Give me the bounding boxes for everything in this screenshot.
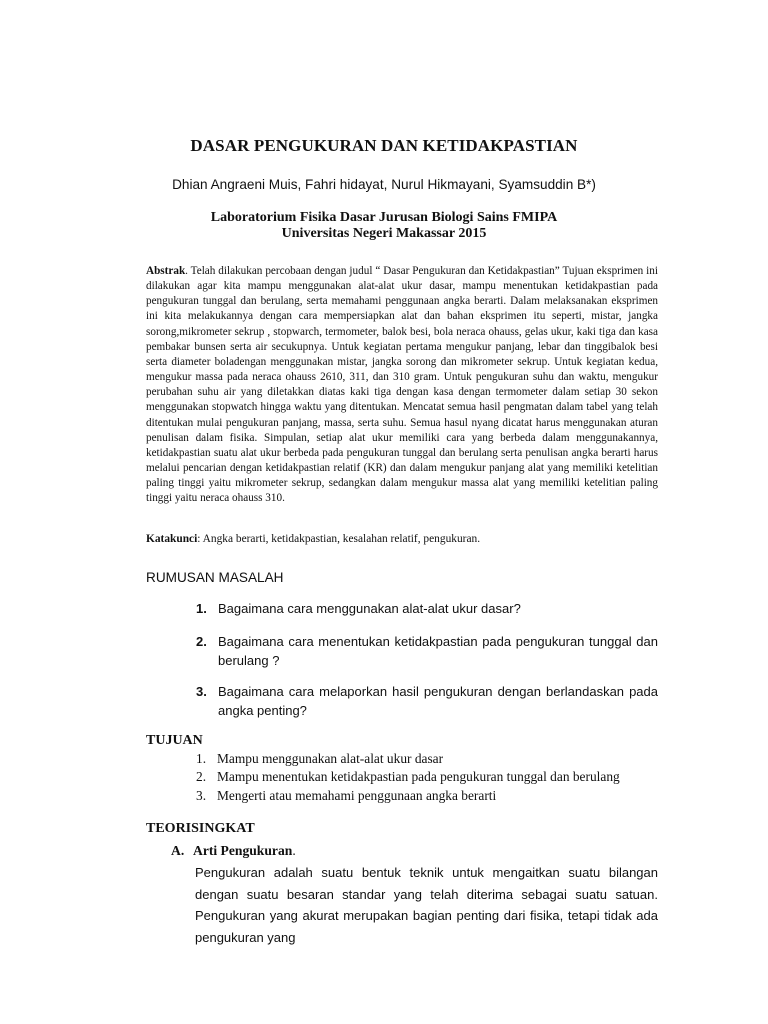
list-number: 3. [196, 788, 207, 803]
rumusan-item-2 [196, 633, 658, 670]
list-text: Mampu menentukan ketidakpastian pada pengukuran tunggal dan berulang [217, 769, 620, 784]
tujuan-item-3 [196, 787, 666, 805]
keywords-text: : Angka berarti, ketidakpastian, kesalahan relatif, pengukuran. [197, 533, 481, 545]
list-number: 2. [196, 769, 207, 784]
tujuan-item-1 [196, 750, 666, 768]
tujuan-heading: TUJUAN [146, 733, 203, 748]
subsection-number: A. [171, 843, 185, 858]
paper-title: DASAR PENGUKURAN DAN KETIDAKPASTIAN [190, 136, 578, 155]
teori-heading: TEORISINGKAT [146, 821, 255, 836]
affiliation [0, 210, 768, 242]
list-number: 1. [196, 601, 207, 616]
abstract-text: . Telah dilakukan percobaan dengan judul “ Dasar Pengukuran dan Ketidakpastian” Tujuan eksprimen ini dilakukan agar kita mampu menggunakan alat-alat ukur dasar, mampu menentukan ketidakpastian pada pengukuran tunggal dan berulang, serta memahami penggunaan angka berarti. Dalam melaksanakan eksprimen ini kita melakukannya dengan cara mempersiapkan alat dan bahan eksprimen itu seperti, mistar, jangka sorong,mikrometer sekrup , stopwarch, termometer, balok besi, bola neraca ohauss, gelas ukur, kaki tiga dan kasa pembakar bunsen serta air secukupnya. Untuk kegiatan pertama mengukur panjang, lebar dan tinggibalok besi serta diameter boladengan menggunakan mistar, jangka sorong dan mikrometer sekrup. Untuk kegiatan kedua, mengukur massa pada neraca ohauss 2610, 311, dan 310 gram. Untuk pengukuran suhu dan waktu, mengukur perubahan suhu air yang diletakkan diatas kaki tiga dengan kasa dengan termometer dalam setiap 30 sekon menggunakan stopwatch hingga waktu yang ditentukan. Mencatat semua hasil pengmatan dalam tabel yang telah ditentukan mulai pengukuran panjang, massa, serta suhu. Semua hasul nyang dicatat harus menggunakan aturan penulisan dalam fisika. Simpulan, setiap alat ukur memiliki cara yang berbeda dalam menggunakannya, ketidakpastian suatu alat ukur berbeda pada pengukuran tunggal dan berulang serta penulisan angka berarti harus melalui pencarian dengan ketidakpastian relatif (KR) dan dalam mengukur panjang alat yang memiliki ketelitian paling tinggi yaitu mikrometer sekrup, sedangkan dalam mengukur massa alat yang memiliki ketelitian paling tinggi yaitu neraca ohauss 310. [146, 265, 658, 505]
subsection-title: Arti Pengukuran [193, 843, 293, 858]
abstract [146, 264, 658, 507]
subsection-heading [171, 843, 296, 859]
list-text: Mengerti atau memahami penggunaan angka berarti [217, 788, 497, 803]
list-text: Bagaimana cara menggunakan alat-alat ukur dasar? [218, 601, 521, 616]
affiliation-line-2: Universitas Negeri Makassar 2015 [281, 226, 487, 241]
body-paragraph: Pengukuran adalah suatu bentuk teknik untuk mengaitkan suatu bilangan dengan suatu besaran standar yang telah diterima sebagai suatu satuan. Pengukuran yang akurat merupakan bagian penting dari fisika, tetapi tidak ada pengukuran yang [195, 865, 658, 945]
list-number: 3. [196, 684, 207, 699]
abstract-label: Abstrak [146, 265, 186, 277]
affiliation-line-1: Laboratorium Fisika Dasar Jurusan Biologi Sains FMIPA [210, 210, 558, 225]
rumusan-heading: RUMUSAN MASALAH [146, 570, 284, 585]
list-text: Bagaimana cara menentukan ketidakpastian pada pengukuran tunggal dan berulang ? [218, 634, 658, 668]
list-number: 1. [196, 751, 207, 766]
list-number: 2. [196, 634, 207, 649]
rumusan-item-3 [196, 683, 658, 720]
list-text: Mampu menggunakan alat-alat ukur dasar [217, 751, 444, 766]
keywords [146, 533, 666, 545]
tujuan-item-2 [196, 768, 666, 786]
rumusan-item-1 [196, 600, 658, 619]
author-list: Dhian Angraeni Muis, Fahri hidayat, Nurul Hikmayani, Syamsuddin B*) [172, 177, 596, 192]
keywords-label: Katakunci [146, 533, 198, 545]
subsection-title-period: . [292, 843, 296, 858]
list-text: Bagaimana cara melaporkan hasil pengukuran dengan berlandaskan pada angka penting? [218, 684, 658, 718]
